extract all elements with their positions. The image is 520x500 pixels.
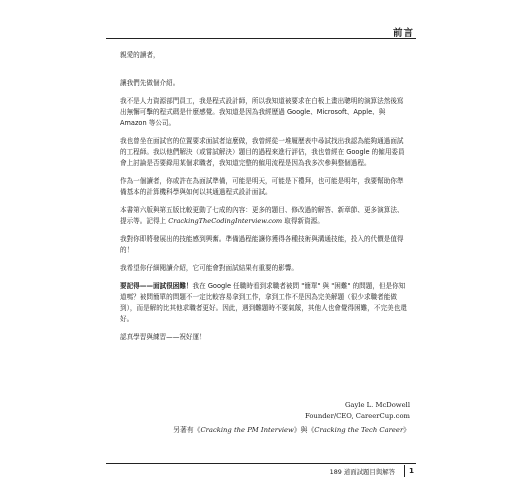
website-link: CrackingTheCodingInterview.com xyxy=(168,217,283,226)
footer-book-title: 189 道面試題目與解答 xyxy=(329,468,395,476)
preface-body xyxy=(120,50,410,350)
emphasis-text: 要記得——面試很困難！ xyxy=(120,281,193,290)
paragraph-5-text: 本書第六版與第五版比較更動了七成的內容：更多的題目、修改過的解答、新章節、更多演算法、提示等。記得上 xyxy=(120,206,404,226)
also-by-prefix: 另著有《 xyxy=(173,426,201,434)
header-rule xyxy=(106,38,416,39)
author-title: Founder/CEO, CareerCup.com xyxy=(305,412,410,421)
author-name: Gayle L. McDowell xyxy=(344,401,410,409)
also-by-line xyxy=(173,424,410,434)
page-number: 1 xyxy=(408,466,414,475)
paragraph-5-end: 取得新資源。 xyxy=(282,217,324,226)
paragraph-9: 認真學習與練習——祝好運！ xyxy=(120,333,206,342)
paragraph-3: 我也曾坐在面試官的位置要求面試者這麼做，我曾經從一堆履歷表中尋試找出我認為能夠通過面試的工程師。我以他們解決（或嘗試解決）題目的過程來進行評估，我也曾經在 Google 的僱用委員會上討論是否要錄用某個求職者，我知道完整的僱用流程是因為我多次參與整個過程。 xyxy=(120,136,405,168)
paragraph-8 xyxy=(120,281,410,326)
also-by-suffix: 》 xyxy=(403,426,410,434)
footer-rule xyxy=(106,463,416,464)
paragraph-5 xyxy=(120,205,410,227)
footer-separator xyxy=(404,465,405,477)
paragraph-6: 我對你即將發展出的技能感到興奮。準備過程能讓你獲得各種技術與溝通技能，投入的代價是值得的！ xyxy=(120,235,404,255)
chapter-title: 前言 xyxy=(392,28,414,39)
paragraph-1: 讓我們先做個介紹。 xyxy=(120,78,180,87)
book-title-1: Cracking the PM Interview xyxy=(200,426,294,434)
paragraph-7: 我希望你仔細閱讀介紹，它可能會對面試結果有重要的影響。 xyxy=(120,264,299,272)
signature-block xyxy=(305,400,410,422)
greeting: 親愛的讀者， xyxy=(120,51,160,59)
paragraph-4: 作為一個讀者，你或許在為面試準備，可能是明天，可能是下禮拜，也可能是明年，我要幫助你準備基本的計算機科學與如何以其通過程式設計面試。 xyxy=(120,177,404,197)
paragraph-8-text: 我在 Google 任職時看到求職者被問 "簡單" 與 "困難" 的問題，但是你知道嗎？被問簡單的問題不一定比較容易拿到工作，拿到工作不是因為完美解題（很少求職者能做到），而是解的比其他求職者更好。因此，遇到難題時不要氣餒，其他人也會覺得困難，不完美也還好。 xyxy=(120,281,407,324)
paragraph-2: 我不是人力資源部門員工，我是程式設計師，所以我知道被要求在白板上畫出聰明的演算法然後寫出無懈可擊的程式碼是什麼感覺。我知道是因為我經歷過 Google、Microsoft、Apple、與 Amazon 等公司。 xyxy=(120,96,404,127)
also-by-mid: 》與《 xyxy=(293,426,315,434)
book-title-2: Cracking the Tech Career xyxy=(314,426,404,434)
